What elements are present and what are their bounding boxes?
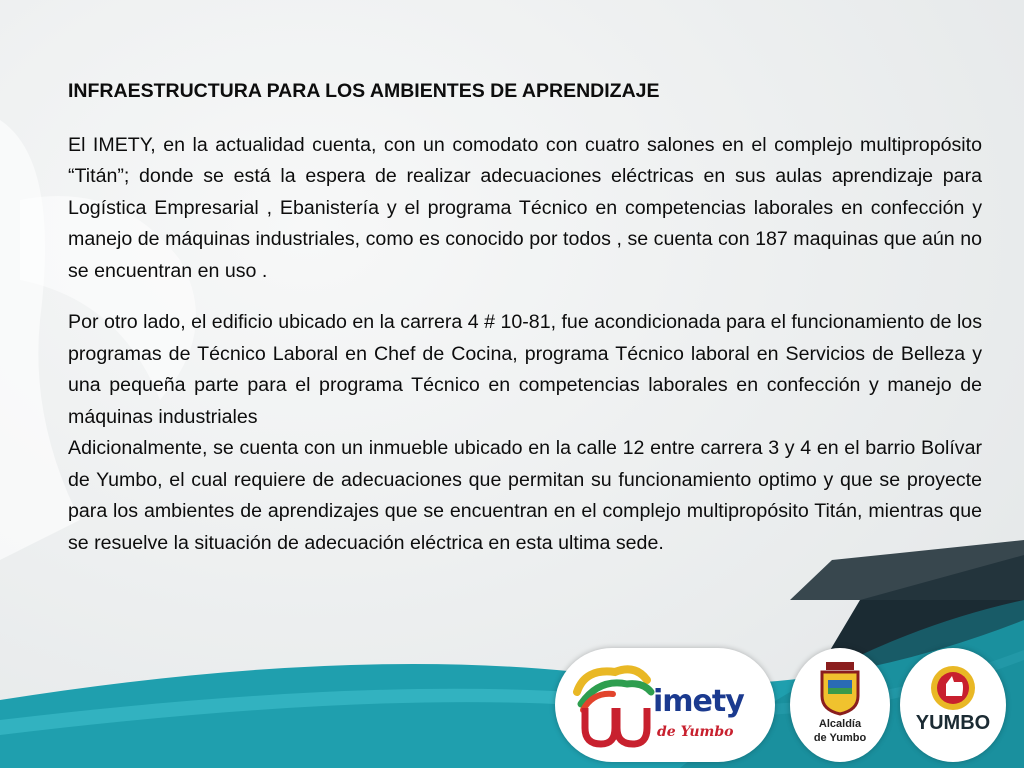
imety-subtitle: de Yumbo — [657, 724, 734, 740]
imety-emblem-icon — [577, 669, 651, 744]
thumbs-up-icon — [931, 666, 975, 710]
alcaldia-line2: de Yumbo — [813, 732, 867, 744]
alcaldia-line1: Alcaldía — [818, 718, 862, 730]
paragraph-comodato: El IMETY, en la actualidad cuenta, con un comodato con cuatro salones en el complejo multipropósito “Titán”; donde se está la espera de realizar adecuaciones eléctricas en sus aulas aprendizaje para Logística Empresarial , Ebanistería y el programa Técnico en competencias laborales en confección y manejo de máquinas industriales, como es conocido por todos , se cuenta con 187 maquinas que aún no se encuentran en uso . — [68, 133, 982, 282]
paragraph-edificio: Por otro lado, el edificio ubicado en la carrera 4 # 10-81, fue acondicionada para el funcionamiento de los programas de Técnico Laboral en Chef de Cocina, programa Técnico laboral en Servicios de Belleza y una pequeña parte para el programa Técnico en competencias laborales en confección y manejo de máquinas industriales — [68, 311, 982, 428]
slide-content — [68, 76, 982, 559]
yumbo-logo — [900, 648, 1006, 762]
paragraph-inmueble: Adicionalmente, se cuenta con un inmueble ubicado en la calle 12 entre carrera 3 y 4 en el barrio Bolívar de Yumbo, el cual requiere de adecuaciones que permitan su funcionamiento optimo y que se proyecte para los ambientes de aprendizajes que se encuentran en el complejo multipropósito Titán, mientras que se resuelve la situación de adecuación eléctrica en esta ultima sede. — [68, 437, 982, 554]
yumbo-name: YUMBO — [915, 712, 991, 734]
imety-name: imety — [653, 684, 744, 719]
coat-of-arms-icon — [822, 662, 858, 714]
alcaldia-logo — [790, 648, 890, 762]
slide-title: INFRAESTRUCTURA PARA LOS AMBIENTES DE APRENDIZAJE — [68, 80, 660, 102]
imety-logo — [555, 648, 775, 762]
